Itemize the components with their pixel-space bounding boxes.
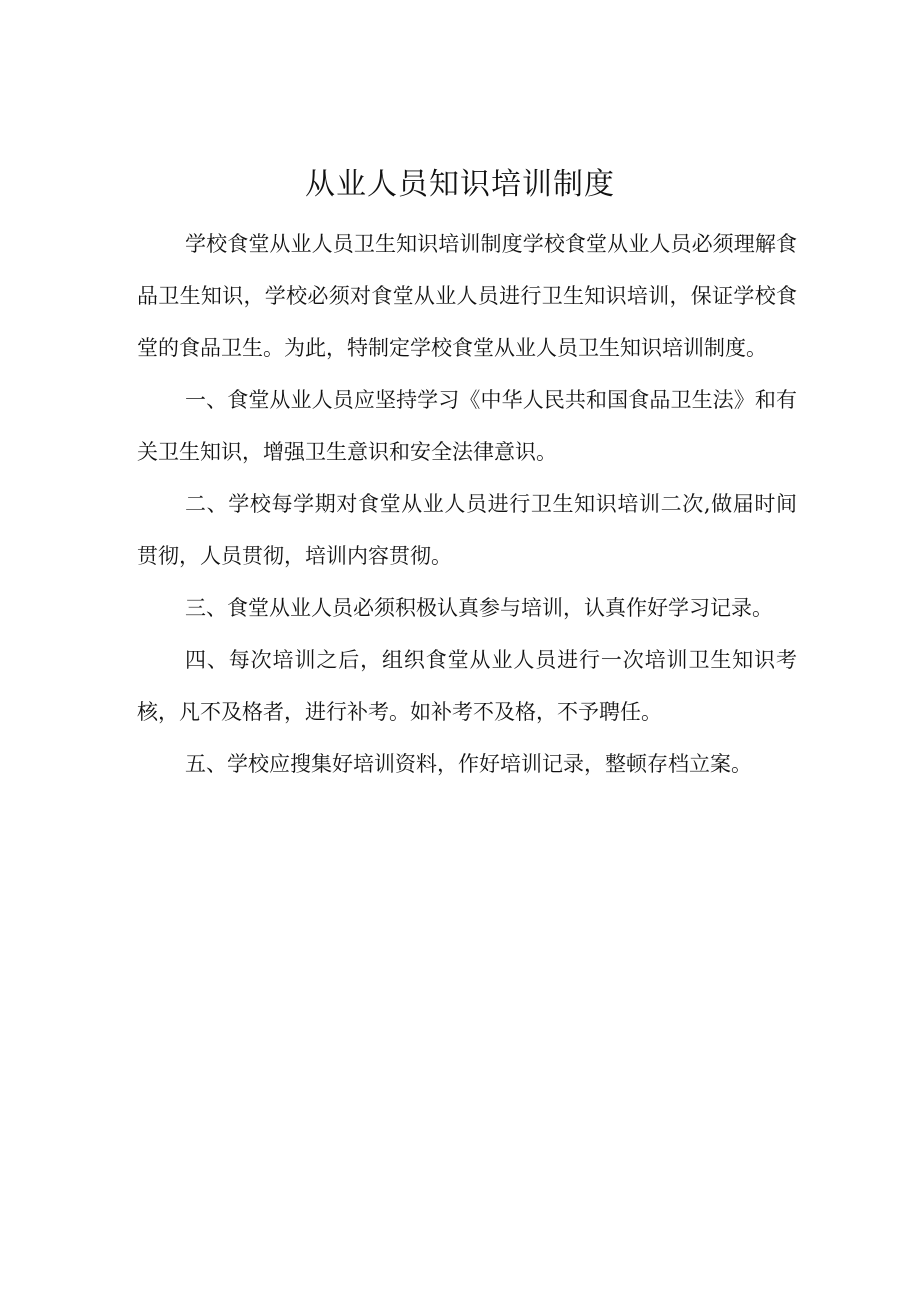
- rule-paragraph-1: 一、食堂从业人员应坚持学习《中华人民共和国食品卫生法》和有关卫生知识，增强卫生意识和安全法律意识。: [137, 388, 797, 464]
- rule-paragraph-3: 三、食堂从业人员必须积极认真参与培训，认真作好学习记录。: [185, 596, 773, 620]
- rule-paragraph-2: 二、学校每学期对食堂从业人员进行卫生知识培训二次,做届时间贯彻，人员贯彻，培训内容贯彻。: [137, 492, 797, 568]
- document-body: [137, 218, 797, 790]
- intro-paragraph: 学校食堂从业人员卫生知识培训制度学校食堂从业人员必须理解食品卫生知识，学校必须对食堂从业人员进行卫生知识培训，保证学校食堂的食品卫生。为此，特制定学校食堂从业人员卫生知识培训制度。: [137, 232, 797, 360]
- page-title: 从业人员知识培训制度: [305, 167, 615, 202]
- rule-paragraph-5: 五、学校应搜集好培训资料，作好培训记录，整顿存档立案。: [185, 752, 752, 776]
- rule-paragraph-4: 四、每次培训之后，组织食堂从业人员进行一次培训卫生知识考核，凡不及格者，进行补考。如补考不及格，不予聘任。: [137, 648, 797, 724]
